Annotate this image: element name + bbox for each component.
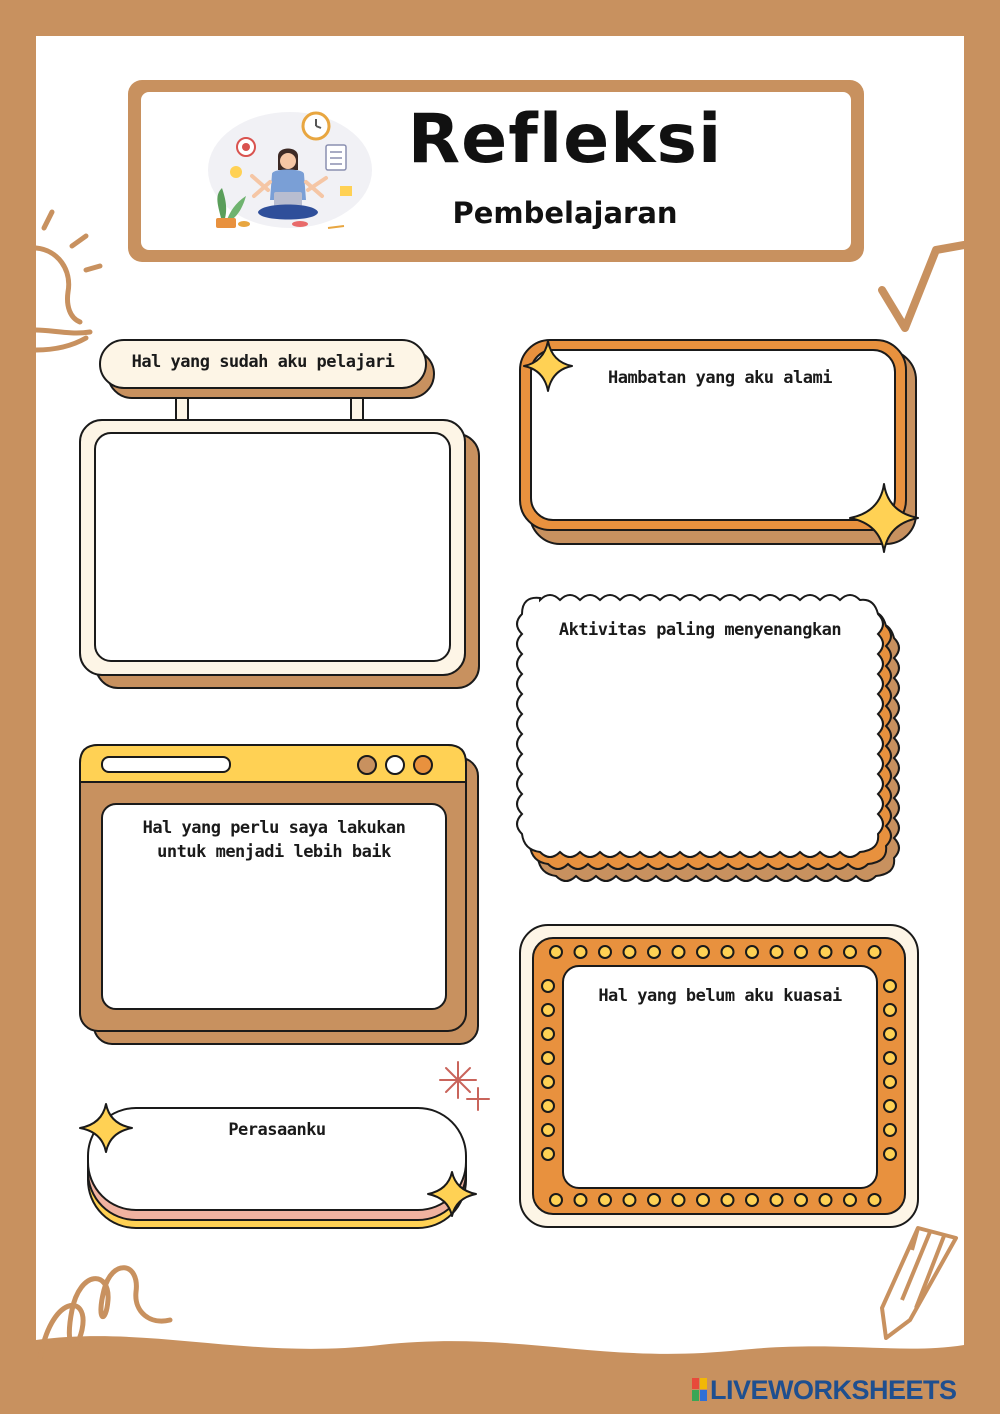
- marquee-light-icon: [869, 1194, 881, 1206]
- marquee-light-icon: [884, 1004, 896, 1016]
- learned-label: Hal yang sudah aku pelajari: [131, 352, 395, 372]
- improve-answer-field[interactable]: [108, 870, 440, 1004]
- window-dot-icon: [358, 756, 376, 774]
- window-dot-icon: [414, 756, 432, 774]
- brand-text: LIVEWORKSHEETS: [710, 1374, 957, 1405]
- marquee-light-icon: [869, 946, 881, 958]
- window-dot-icon: [386, 756, 404, 774]
- marquee-light-icon: [697, 1194, 709, 1206]
- marquee-light-icon: [771, 1194, 783, 1206]
- marquee-light-icon: [673, 946, 685, 958]
- marquee-light-icon: [795, 946, 807, 958]
- feelings-label: Perasaanku: [228, 1120, 326, 1140]
- marquee-light-icon: [884, 1124, 896, 1136]
- feelings-answer-field[interactable]: [120, 1146, 440, 1202]
- marquee-light-icon: [884, 1100, 896, 1112]
- page-subtitle: Pembelajaran: [452, 196, 678, 230]
- checkmark-doodle: [882, 245, 964, 328]
- marquee-light-icon: [542, 1052, 554, 1064]
- marquee-light-icon: [542, 1148, 554, 1160]
- feelings-box-graphic: [80, 1062, 489, 1228]
- marquee-light-icon: [844, 1194, 856, 1206]
- marquee-light-icon: [599, 946, 611, 958]
- marquee-light-icon: [599, 1194, 611, 1206]
- marquee-light-icon: [746, 1194, 758, 1206]
- favorite-activity-label: Aktivitas paling menyenangkan: [558, 620, 842, 640]
- marquee-light-icon: [550, 946, 562, 958]
- marquee-light-icon: [542, 980, 554, 992]
- marquee-light-icon: [884, 1052, 896, 1064]
- marquee-light-icon: [820, 1194, 832, 1206]
- marquee-light-icon: [884, 980, 896, 992]
- marquee-light-icon: [673, 1194, 685, 1206]
- marquee-light-icon: [575, 1194, 587, 1206]
- marquee-light-icon: [884, 1076, 896, 1088]
- marquee-light-icon: [648, 1194, 660, 1206]
- marquee-light-icon: [648, 946, 660, 958]
- favorite-activity-answer-field[interactable]: [534, 648, 884, 838]
- obstacles-label: Hambatan yang aku alami: [608, 368, 832, 388]
- learned-answer-field[interactable]: [100, 440, 445, 655]
- improve-label-line2: untuk menjadi lebih baik: [157, 842, 391, 862]
- marquee-light-icon: [697, 946, 709, 958]
- marquee-light-icon: [542, 1124, 554, 1136]
- marquee-light-icon: [820, 946, 832, 958]
- not-mastered-answer-field[interactable]: [570, 1014, 870, 1182]
- page-title: Refleksi: [407, 100, 723, 179]
- marquee-light-icon: [624, 1194, 636, 1206]
- marquee-light-icon: [542, 1100, 554, 1112]
- marquee-light-icon: [771, 946, 783, 958]
- marquee-light-icon: [624, 946, 636, 958]
- marquee-light-icon: [542, 1028, 554, 1040]
- marquee-light-icon: [844, 946, 856, 958]
- multitasking-woman-illustration: [208, 112, 372, 228]
- marquee-light-icon: [575, 946, 587, 958]
- marquee-light-icon: [550, 1194, 562, 1206]
- not-mastered-label: Hal yang belum aku kuasai: [598, 986, 842, 1006]
- obstacles-answer-field[interactable]: [536, 395, 890, 515]
- lightbulb-doodle: [36, 212, 100, 350]
- twinkle-icon: [440, 1062, 489, 1110]
- marquee-light-icon: [884, 1148, 896, 1160]
- marquee-light-icon: [542, 1004, 554, 1016]
- marquee-light-icon: [722, 946, 734, 958]
- marquee-light-icon: [884, 1028, 896, 1040]
- marquee-light-icon: [722, 1194, 734, 1206]
- pencil-doodle: [882, 1228, 956, 1338]
- marquee-light-icon: [746, 946, 758, 958]
- liveworksheets-brand: [692, 1373, 957, 1407]
- liveworksheets-logo-icon: [692, 1378, 708, 1402]
- marquee-light-icon: [542, 1076, 554, 1088]
- marquee-light-icon: [795, 1194, 807, 1206]
- improve-label-line1: Hal yang perlu saya lakukan: [142, 818, 406, 838]
